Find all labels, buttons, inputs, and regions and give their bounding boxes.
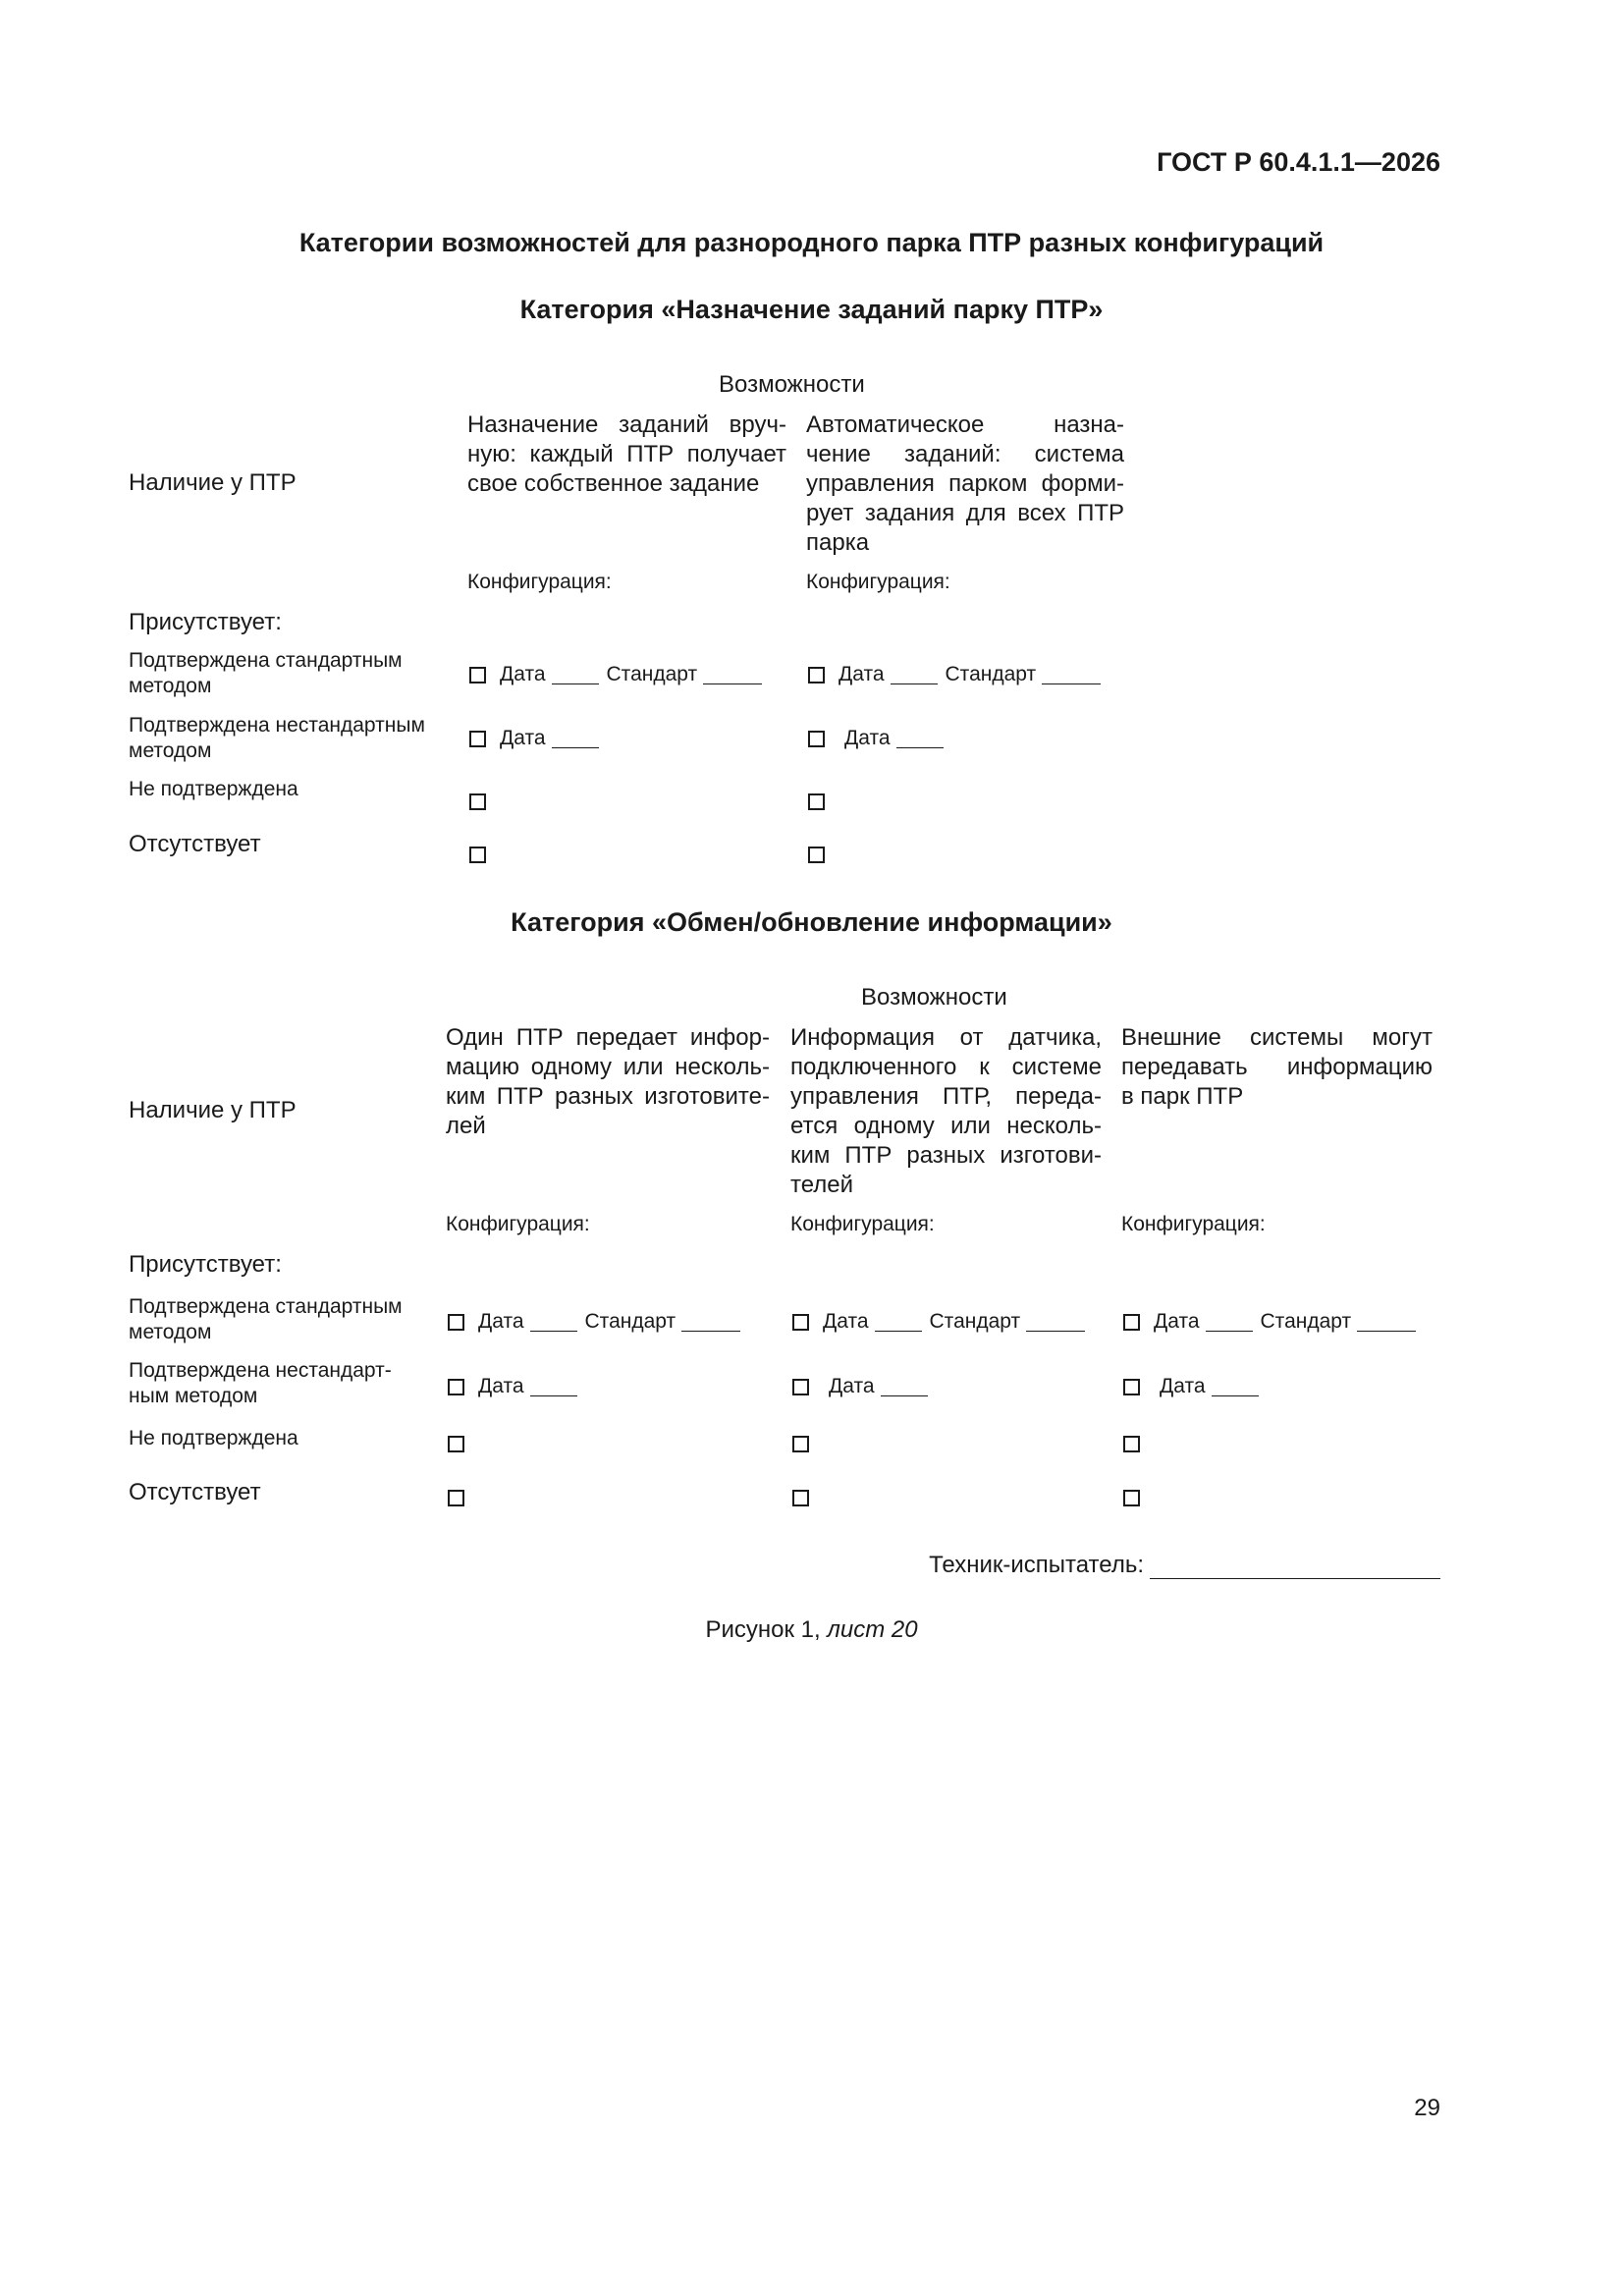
section1-col1-absent-checkbox[interactable] xyxy=(469,847,486,863)
section1-col1-standard-field: Дата Стандарт xyxy=(469,663,770,686)
section2-present-label: Присутствует: xyxy=(129,1251,282,1278)
date-blank-line[interactable] xyxy=(896,730,944,748)
section2-col3-nonstandard-field: Дата xyxy=(1123,1375,1267,1398)
section1-col2-description: Автоматическое назна- чение заданий: система управления парком форми- рует задания для всех ПТР парка xyxy=(806,411,1124,556)
section1-present-label: Присутствует: xyxy=(129,609,282,635)
section2-col2-standard-field: Дата Стандарт xyxy=(792,1310,1093,1334)
section2-col1-description: Один ПТР передает инфор- мацию одному или несколь- ким ПТР разных изготовите- лей xyxy=(446,1024,770,1139)
section2-col2-description: Информация от датчика, подключенного к системе управления ПТР, переда- ется одному или несколь- ким ПТР разных изготови- телей xyxy=(790,1024,1102,1198)
section2-col3-config-label: Конфигурация: xyxy=(1121,1213,1266,1235)
caption-prefix: Рисунок 1, xyxy=(705,1616,821,1643)
date-blank-line[interactable] xyxy=(552,666,599,684)
section2-possibilities-label: Возможности xyxy=(861,984,1007,1011)
checkbox[interactable] xyxy=(448,1314,464,1331)
section1-title: Категория «Назначение заданий парку ПТР» xyxy=(519,295,1104,324)
section2-not-confirmed-label: Не подтверждена xyxy=(129,1427,298,1449)
checkbox[interactable] xyxy=(448,1379,464,1395)
technician-signature-line[interactable] xyxy=(1150,1558,1440,1579)
section1-col2-config-label: Конфигурация: xyxy=(806,571,950,593)
date-blank-line[interactable] xyxy=(530,1378,577,1396)
caption-sheet: лист 20 xyxy=(827,1616,918,1643)
section1-col1-config-label: Конфигурация: xyxy=(467,571,612,593)
date-blank-line[interactable] xyxy=(530,1313,577,1332)
section2-col1-nonstandard-field: Дата xyxy=(448,1375,585,1398)
date-blank-line[interactable] xyxy=(881,1378,928,1396)
section2-col3-absent-checkbox[interactable] xyxy=(1123,1490,1140,1506)
date-blank-line[interactable] xyxy=(875,1313,922,1332)
section2-confirmed-standard-label: Подтверждена стандартным методом xyxy=(129,1295,403,1343)
section2-col2-absent-checkbox[interactable] xyxy=(792,1490,809,1506)
section2-col1-config-label: Конфигурация: xyxy=(446,1213,590,1235)
figure-caption xyxy=(0,1616,1623,1644)
technician-signature xyxy=(929,1552,1440,1579)
section1-col1-not-confirmed-checkbox[interactable] xyxy=(469,793,486,810)
section2-col2-config-label: Конфигурация: xyxy=(790,1213,935,1235)
checkbox[interactable] xyxy=(1123,1379,1140,1395)
document-number: ГОСТ Р 60.4.1.1—2026 xyxy=(1157,147,1440,177)
page-number: 29 xyxy=(1414,2095,1440,2121)
section1-col1-nonstandard-field: Дата xyxy=(469,727,607,750)
checkbox[interactable] xyxy=(792,1314,809,1331)
section2-col2-not-confirmed-checkbox[interactable] xyxy=(792,1436,809,1452)
date-blank-line[interactable] xyxy=(1206,1313,1253,1332)
section2-title: Категория «Обмен/обновление информации» xyxy=(511,907,1112,937)
checkbox[interactable] xyxy=(469,731,486,747)
section2-confirmed-nonstandard-label: Подтверждена нестандарт-ным методом xyxy=(129,1359,392,1407)
section1-confirmed-nonstandard-label: Подтверждена нестандартным методом xyxy=(129,714,425,762)
section2-col3-description: Внешние системы могут передавать информацию в парк ПТР xyxy=(1121,1024,1433,1110)
section1-col2-absent-checkbox[interactable] xyxy=(808,847,825,863)
checkbox[interactable] xyxy=(808,667,825,683)
section2-presence-label: Наличие у ПТР xyxy=(129,1097,297,1123)
checkbox[interactable] xyxy=(792,1379,809,1395)
section1-col2-not-confirmed-checkbox[interactable] xyxy=(808,793,825,810)
section2-col1-not-confirmed-checkbox[interactable] xyxy=(448,1436,464,1452)
date-blank-line[interactable] xyxy=(552,730,599,748)
date-blank-line[interactable] xyxy=(891,666,938,684)
section2-col1-standard-field: Дата Стандарт xyxy=(448,1310,748,1334)
section1-possibilities-label: Возможности xyxy=(719,371,865,398)
date-blank-line[interactable] xyxy=(1212,1378,1259,1396)
section1-not-confirmed-label: Не подтверждена xyxy=(129,778,298,800)
standard-blank-line[interactable] xyxy=(681,1313,740,1332)
standard-blank-line[interactable] xyxy=(1357,1313,1416,1332)
section2-col3-not-confirmed-checkbox[interactable] xyxy=(1123,1436,1140,1452)
standard-blank-line[interactable] xyxy=(703,666,762,684)
section1-absent-label: Отсутствует xyxy=(129,831,261,857)
standard-blank-line[interactable] xyxy=(1026,1313,1085,1332)
section2-col2-nonstandard-field: Дата xyxy=(792,1375,936,1398)
checkbox[interactable] xyxy=(1123,1314,1140,1331)
section2-col3-standard-field: Дата Стандарт xyxy=(1123,1310,1424,1334)
technician-label: Техник-испытатель: xyxy=(929,1552,1144,1578)
page-title: Категории возможностей для разнородного парка ПТР разных конфигураций xyxy=(298,228,1325,257)
checkbox[interactable] xyxy=(808,731,825,747)
section1-col2-nonstandard-field: Дата xyxy=(808,727,951,750)
section1-presence-label: Наличие у ПТР xyxy=(129,469,297,496)
section2-absent-label: Отсутствует xyxy=(129,1479,261,1505)
checkbox[interactable] xyxy=(469,667,486,683)
section1-col1-description: Назначение заданий вруч- ную: каждый ПТР получает свое собственное задание xyxy=(467,411,786,497)
section1-confirmed-standard-label: Подтверждена стандартным методом xyxy=(129,649,403,697)
section2-col1-absent-checkbox[interactable] xyxy=(448,1490,464,1506)
section1-col2-standard-field: Дата Стандарт xyxy=(808,663,1109,686)
standard-blank-line[interactable] xyxy=(1042,666,1101,684)
